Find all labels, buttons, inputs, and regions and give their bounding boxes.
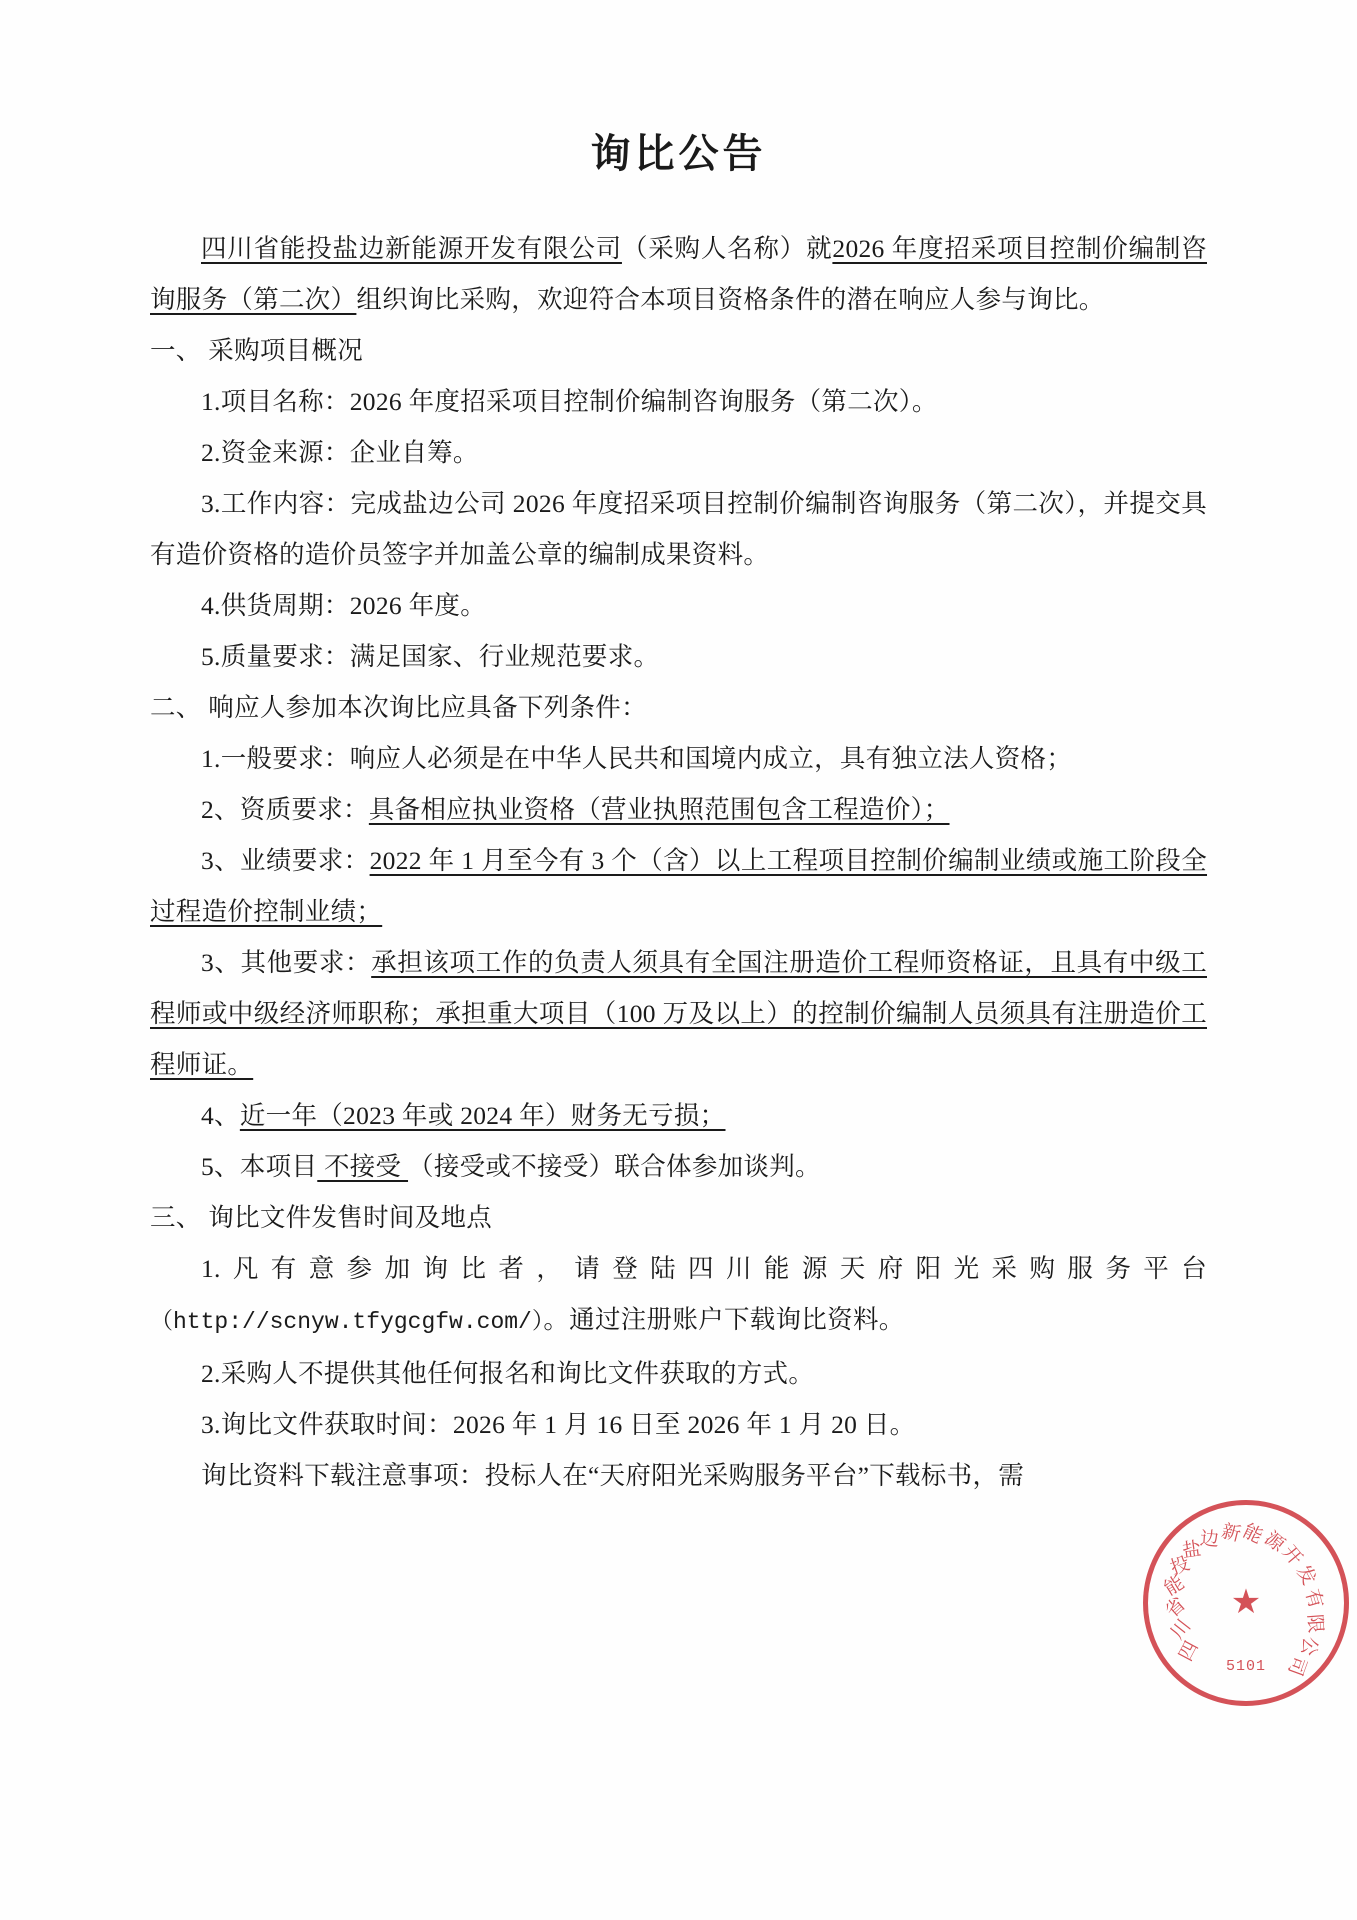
section-heading-2: 二、 响应人参加本次询比应具备下列条件： <box>150 693 647 722</box>
section-2-item-5-underline: 近一年（2023 年或 2024 年）财务无亏损； <box>239 1101 726 1130</box>
section-3-item-3: 3.询比文件获取时间：2026 年 1 月 16 日至 2026 年 1 月 20 日。 <box>201 1410 916 1439</box>
section-2-item-2-prefix: 2、资质要求： <box>201 795 369 824</box>
section-2-item-6-prefix: 5、本项目 <box>201 1152 318 1181</box>
section-3-item-2: 2.采购人不提供其他任何报名和询比文件获取的方式。 <box>201 1359 815 1388</box>
section-heading-1: 一、 采购项目概况 <box>150 336 364 365</box>
opening-tail: 组织询比采购，欢迎符合本项目资格条件的潜在响应人参与询比。 <box>356 285 1105 314</box>
section-2-item-4-underline: 承担该项工作的负责人须具有全国注册造价工程师资格证，且具有中级工程师或中级经济师职称；承担重大项目（100 万及以上）的控制价编制人员须具有注册造价工程师证。 <box>150 948 1207 1079</box>
section-heading-3: 三、 询比文件发售时间及地点 <box>150 1203 493 1232</box>
section-2-item-5 <box>150 1090 1207 1141</box>
section-2-item-1: 1.一般要求：响应人必须是在中华人民共和国境内成立，具有独立法人资格； <box>201 744 1073 773</box>
section-3-item-4: 询比资料下载注意事项：投标人在“天府阳光采购服务平台”下载标书，需 <box>201 1461 1025 1490</box>
seal-star-icon: ★ <box>1230 1584 1262 1621</box>
section-2-item-3-prefix: 3、业绩要求： <box>201 846 370 875</box>
section-2-item-6-suffix: （接受或不接受）联合体参加谈判。 <box>408 1152 821 1181</box>
seal-code: 5101 <box>1225 1658 1266 1675</box>
official-seal <box>1143 1500 1349 1706</box>
buyer-name: 四川省能投盐边新能源开发有限公司 <box>201 234 622 263</box>
seal-arc-text: 四 川 省 能 投 盐 边 新 能 源 开 发 有 限 公 司 <box>1160 1519 1328 1679</box>
project-name: 2026 年度招采项目控制价编制咨询服务（第二次） <box>150 234 1207 314</box>
section-1-item-4: 4.供货周期：2026 年度。 <box>201 591 487 620</box>
buyer-suffix: （采购人名称）就 <box>621 234 833 263</box>
section-1-item-2: 2.资金来源：企业自筹。 <box>201 438 479 467</box>
section-2-item-2-underline: 具备相应执业资格（营业执照范围包含工程造价）； <box>368 795 950 824</box>
page-title: 询比公告 <box>590 130 767 177</box>
section-2-item-3 <box>150 835 1207 937</box>
section-1-item-5: 5.质量要求：满足国家、行业规范要求。 <box>201 642 660 671</box>
opening-paragraph <box>150 223 1207 325</box>
section-1-item-1: 1.项目名称：2026 年度招采项目控制价编制咨询服务（第二次）。 <box>201 387 938 416</box>
section-3-item-1-after: 。通过注册账户下载询比资料。 <box>543 1305 905 1334</box>
platform-url[interactable]: （http://scnyw.tfygcgfw.com/） <box>150 1309 544 1335</box>
section-2-item-4 <box>150 937 1207 1090</box>
section-2-item-4-prefix: 3、其他要求： <box>201 948 372 977</box>
section-1-item-3: 3.工作内容：完成盐边公司 2026 年度招采项目控制价编制咨询服务（第二次），并提交具有造价资格的造价员签字并加盖公章的编制成果资料。 <box>150 489 1207 569</box>
section-2-item-3-underline: 2022 年 1 月至今有 3 个（含）以上工程项目控制价编制业绩或施工阶段全过程造价控制业绩； <box>150 846 1208 926</box>
section-2-item-2 <box>150 784 1207 835</box>
section-3-item-1 <box>150 1243 1207 1348</box>
joint-bid-choice: 不接受 <box>317 1152 409 1181</box>
section-2-item-5-prefix: 4、 <box>201 1101 240 1130</box>
section-3-item-1-before: 1.凡有意参加询比者，请登陆四川能源天府阳光采购服务平台 <box>201 1254 1207 1283</box>
section-2-item-6 <box>150 1141 1207 1192</box>
